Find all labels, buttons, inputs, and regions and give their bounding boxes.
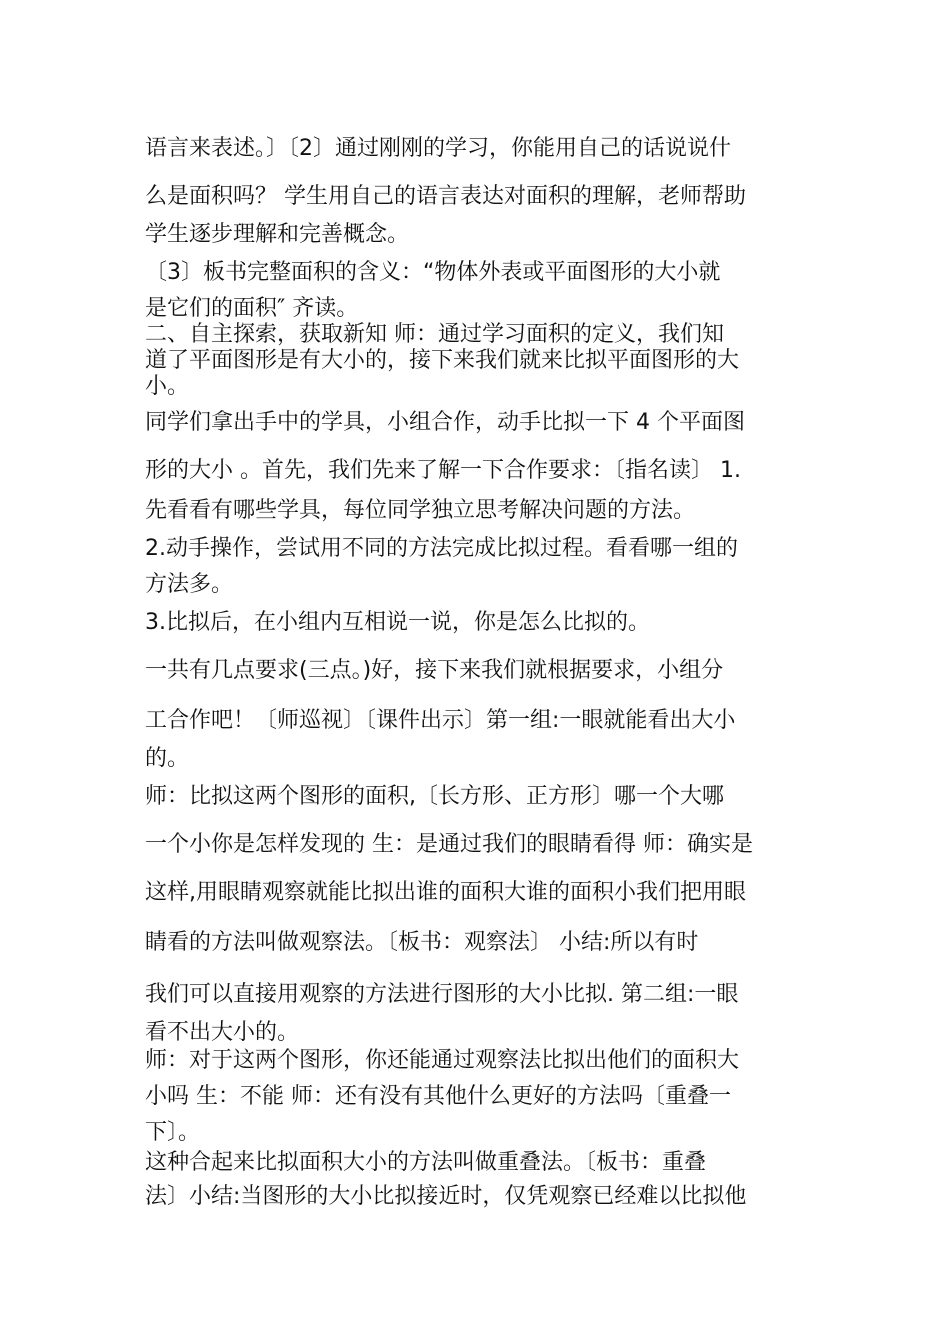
text-line: 工合作吧！〔师巡视〕〔课件出示〕第一组:一眼就能看出大小 <box>145 708 736 733</box>
text-line: 2.动手操作，尝试用不同的方法完成比拟过程。看看哪一组的 <box>145 536 738 561</box>
text-line: 先看看有哪些学具，每位同学独立思考解决问题的方法。 <box>145 498 696 523</box>
text-line: 师：对于这两个图形，你还能通过观察法比拟出他们的面积大 <box>145 1048 740 1073</box>
text-line: 3.比拟后，在小组内互相说一说，你是怎么比拟的。 <box>145 610 650 635</box>
text-line: 么是面积吗？ 学生用自己的语言表达对面积的理解，老师帮助 <box>145 184 746 209</box>
text-line: 睛看的方法叫做观察法。〔板书：观察法〕 小结:所以有时 <box>145 930 699 955</box>
text-line: 一个小你是怎样发现的 生：是通过我们的眼睛看得 师：确实是 <box>145 832 753 857</box>
text-line: 师：比拟这两个图形的面积,〔长方形、正方形〕哪一个大哪 <box>145 784 724 809</box>
text-line: 这样,用眼睛观察就能比拟出谁的面积大谁的面积小我们把用眼 <box>145 880 746 905</box>
text-line: 〔3〕板书完整面积的含义：“物体外表或平面图形的大小就 <box>145 260 721 285</box>
text-line: 的。 <box>145 746 190 771</box>
text-line: 这种合起来比拟面积大小的方法叫做重叠法。〔板书：重叠 <box>145 1150 707 1175</box>
text-line: 道了平面图形是有大小的，接下来我们就来比拟平面图形的大 <box>145 348 740 373</box>
text-line: 学生逐步理解和完善概念。 <box>145 222 410 247</box>
text-line: 一共有几点要求(三点。)好，接下来我们就根据要求，小组分 <box>145 658 724 683</box>
text-line: 二、自主探索，获取新知 师：通过学习面积的定义，我们知 <box>145 322 724 347</box>
text-line: 小吗 生：不能 师：还有没有其他什么更好的方法吗〔重叠一 <box>145 1084 731 1109</box>
text-line: 是它们的面积″ 齐读。 <box>145 296 359 321</box>
text-line: 我们可以直接用观察的方法进行图形的大小比拟. 第二组:一眼 <box>145 982 739 1007</box>
text-line: 看不出大小的。 <box>145 1020 300 1045</box>
text-line: 小。 <box>145 374 190 399</box>
text-line: 方法多。 <box>145 572 234 597</box>
text-line: 同学们拿出手中的学具，小组合作，动手比拟一下 4 个平面图 <box>145 410 745 435</box>
text-line: 语言来表述。〕〔2〕通过刚刚的学习，你能用自己的话说说什 <box>145 136 731 161</box>
text-line: 下〕。 <box>145 1120 201 1145</box>
text-line: 法〕小结:当图形的大小比拟接近时，仅凭观察已经难以比拟他 <box>145 1184 747 1209</box>
text-line: 形的大小 。首先，我们先来了解一下合作要求：〔指名读〕 1. <box>145 458 741 483</box>
